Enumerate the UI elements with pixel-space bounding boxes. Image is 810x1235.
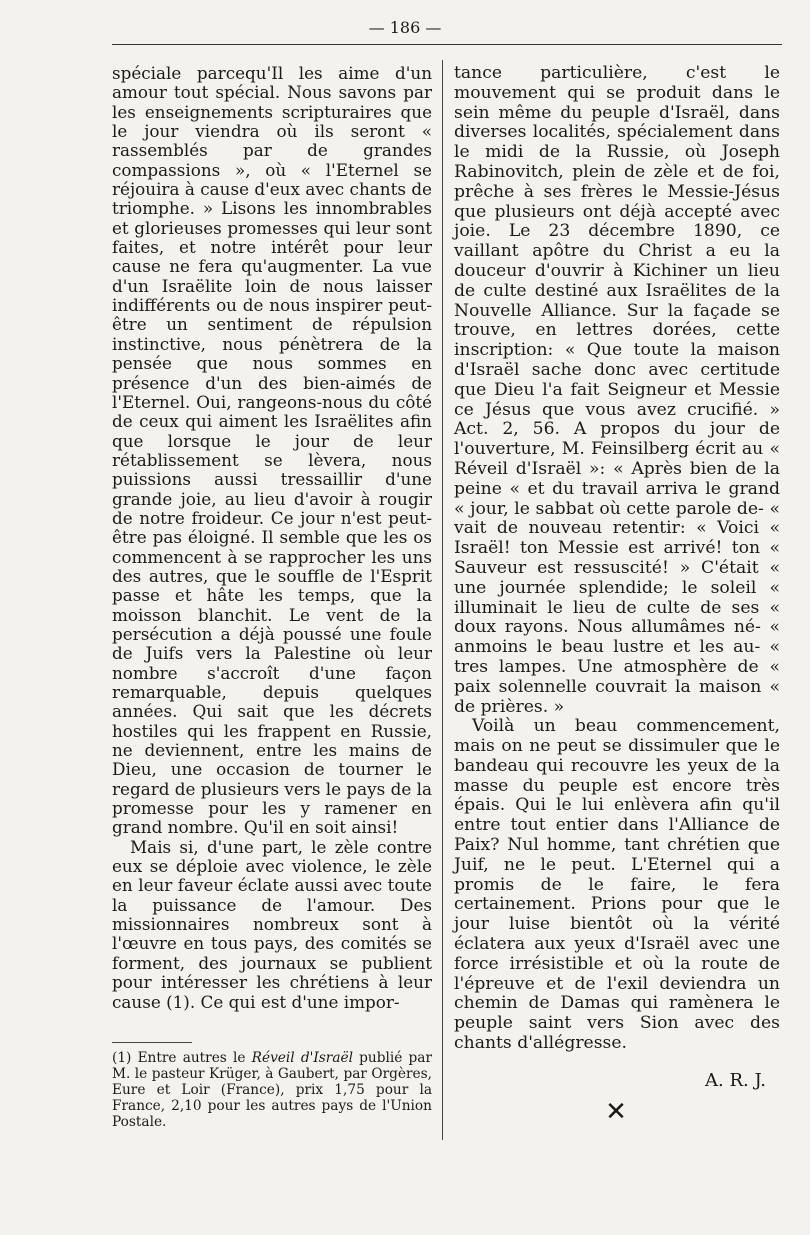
footnote-prefix: (1) Entre autres le: [112, 1050, 252, 1066]
left-paragraph-1: spéciale parcequ'Il les aime d'un amour tout spécial. Nous savons par les enseignements scripturaires que le jour viendra où ils seront « rassemblés par de grandes compassions », où « l'Eternel se réjouira à cause d'eux avec chants de triomphe. » Lisons les innombrables et glorieuses promesses qui leur sont faites, et notre intérêt pour leur cause ne fera qu'augmenter. La vue d'un Israëlite loin de nous laisser indifférents ou de nous inspirer peut-être un sentiment de répulsion instinctive, nous pénètrera de la pensée que nous sommes en présence d'un des bien-aimés de l'Eternel. Oui, rangeons-nous du côté de ceux qui aiment les Israëlites afin que lorsque le jour de leur rétablissement se lèvera, nous puissions aussi tressaillir d'une grande joie, au lieu d'avoir à rougir de notre froideur. Ce jour n'est peut-être pas éloigné. Il semble que les os commencent à se rapprocher les uns des autres, que le souffle de l'Esprit passe et hâte les temps, que la moisson blanchit. Le vent de la persécution a déjà poussé une foule de Juifs vers la Palestine où leur nombre s'accroît d'une façon remarquable, depuis quelques années. Qui sait que les décrets hostiles qui les frappent en Russie, ne deviennent, entre les mains de Dieu, une occasion de tourner le regard de plusieurs vers le pays de la promesse pour les y ramener en grand nombre. Qu'il en soit ainsi!: [112, 63, 432, 838]
footnote-title: Réveil d'Israël: [251, 1050, 353, 1066]
right-paragraph-1: tance particulière, c'est le mouvement qui se produit dans le sein même du peuple d'Israël, dans diverses localités, spécialement dans le midi de la Russie, où Joseph Rabinovitch, plein de zèle et de foi, prêche à ses frères le Messie-Jésus que plusieurs ont déjà accepté avec joie. Le 23 décembre 1890, ce vaillant apôtre du Christ a eu la douceur d'ouvrir à Kichiner un lieu de culte destiné aux Israëlites de la Nouvelle Alliance. Sur la façade se trouve, en lettres dorées, cette inscription: « Que toute la maison d'Israël sache donc avec certitude que Dieu l'a fait Seigneur et Messie ce Jésus que vous avez crucifié. » Act. 2, 56. A propos du jour de l'ouverture, M. Feinsilberg écrit au « Réveil d'Israël »: « Après bien de la peine « et du travail arriva le grand « jour, le sabbat où cette parole de- « vait de nouveau retentir: « Voici « Israël! ton Messie est arrivé! ton « Sauveur est ressuscité! » C'était « une journée splendide; le soleil « illuminait le lieu de culte de ses « doux rayons. Nous allumâmes né- « anmoins le beau lustre et les au- « tres lampes. Une atmosphère de « paix solennelle couvrait la maison « de prières. »: [454, 63, 780, 717]
left-paragraph-2: Mais si, d'une part, le zèle contre eux se déploie avec violence, le zèle en leur faveur éclate aussi avec toute la puissance de l'amour. Des missionnaires nombreux sont à l'œuvre en tous pays, des comités se forment, des journaux se publient pour intéresser les chrétiens à leur cause (1). Ce qui est d'une impor-: [112, 836, 432, 1012]
column-divider: [442, 60, 443, 1140]
end-mark-icon: ✕: [605, 1097, 627, 1127]
author-signature: A. R. J.: [705, 1070, 766, 1091]
right-paragraph-2: Voilà un beau commencement, mais on ne peut se dissimuler que le bandeau qui recouvre les yeux de la masse du peuple est encore très épais. Qui le lui enlèvera afin qu'il entre tout entier dans l'Alliance de Paix? Nul homme, tant chrétien que Juif, ne le peut. L'Eternel qui a promis de le faire, le fera certainement. Prions pour que le jour luise bientôt où la vérité éclatera aux yeux d'Israël avec une force irrésistible et où la route de l'épreuve et de l'exil deviendra un chemin de Damas qui ramènera le peuple saint vers Sion avec des chants d'allégresse.: [454, 716, 780, 1054]
page-number: — 186 —: [368, 18, 442, 37]
left-column: [112, 64, 432, 1012]
footnote: [112, 1050, 432, 1130]
header-rule: [112, 44, 782, 45]
footnote-rule: [112, 1042, 192, 1043]
right-column: [454, 64, 780, 1054]
footnote-suffix: publié par M. le pasteur Krüger, à Gaubert, par Orgères, Eure et Loir (France), prix 1,75 pour la France, 2,10 pour les autres pays de l'Union Postale.: [112, 1050, 432, 1131]
